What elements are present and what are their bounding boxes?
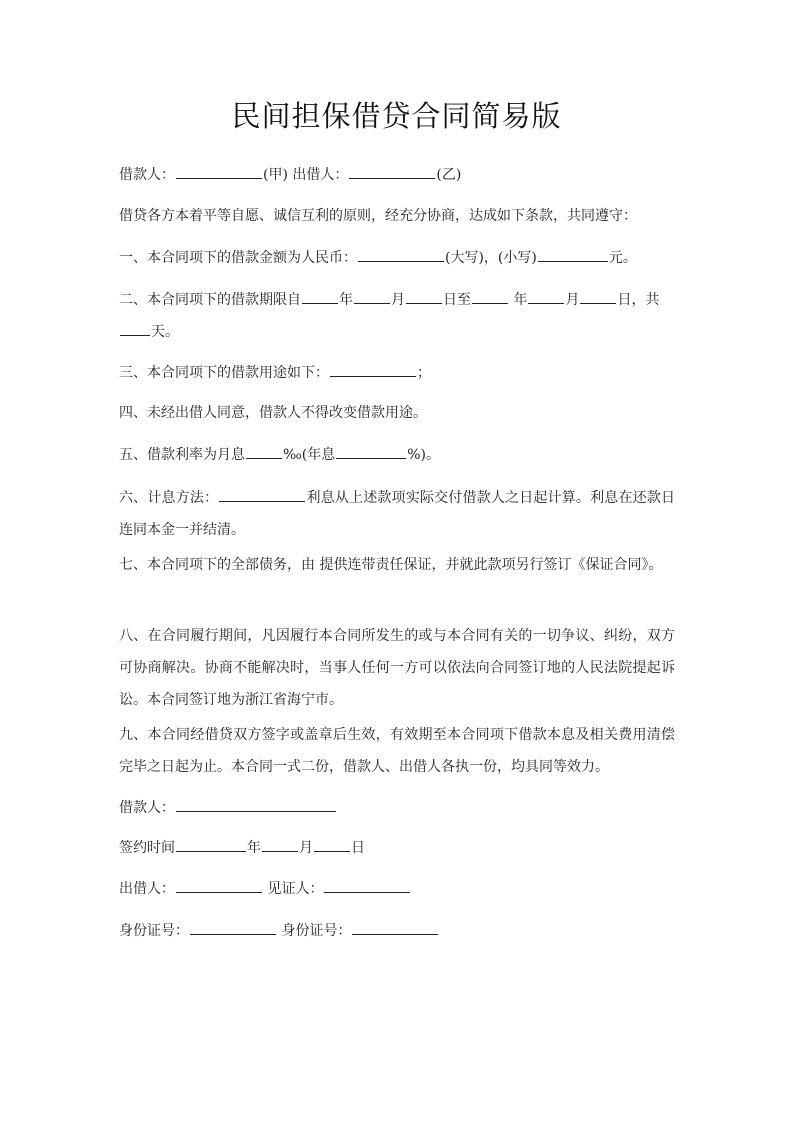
amount-words-blank[interactable] (358, 247, 444, 262)
clause-2 (119, 284, 675, 348)
clause-5-mid: ‰(年息 (283, 447, 336, 463)
clause-6-suffix: 利息从上述款项实际交付借款人之日起计算。利息在还款日连同本金一并结清。 (119, 490, 676, 538)
borrower-suffix: (甲) (263, 167, 288, 183)
end-day-blank[interactable] (580, 289, 616, 304)
borrower-blank[interactable] (176, 164, 262, 179)
clause-8: 八、在合同履行期间，凡因履行本合同所发生的或与本合同有关的一切争议、纠纷，双方可协商解决。协商不能解决时，当事人任何一方可以依法向合同签订地的人民法院提起诉讼。本合同签订地为浙江省海宁市。 (119, 628, 675, 708)
clause-4: 四、未经出借人同意，借款人不得改变借款用途。 (119, 405, 427, 421)
sign-day-blank[interactable] (314, 837, 350, 852)
lender-blank[interactable] (349, 164, 435, 179)
annual-rate-blank[interactable] (336, 444, 406, 459)
id-numbers (119, 916, 679, 947)
day-to-label: 日至 (443, 292, 471, 308)
signing-date (119, 833, 679, 864)
clause-1 (119, 243, 679, 274)
lender-suffix: (乙) (436, 167, 462, 183)
days-label: 天。 (151, 324, 179, 340)
id-number-blank-2[interactable] (352, 920, 438, 935)
signature-lender-witness (119, 874, 679, 905)
loan-purpose-blank[interactable] (330, 362, 416, 377)
signature-lender-label: 出借人： (119, 881, 175, 897)
preamble: 借贷各方本着平等自愿、诚信互利的原则，经充分协商，达成如下条款，共同遵守： (119, 208, 637, 224)
clause-6 (119, 482, 675, 546)
witness-label: 见证人： (267, 881, 324, 897)
start-day-blank[interactable] (406, 289, 442, 304)
clause-1-prefix: 一、本合同项下的借款金额为人民币： (119, 250, 357, 266)
signature-borrower (119, 793, 679, 824)
clause-3-prefix: 三、本合同项下的借款用途如下： (119, 365, 329, 381)
clause-3 (119, 358, 679, 389)
amount-figures-blank[interactable] (538, 247, 608, 262)
year-label: 年 (339, 292, 353, 308)
id-number-blank-1[interactable] (190, 920, 276, 935)
lender-label: 出借人： (292, 167, 349, 183)
sign-year-blank[interactable] (176, 837, 246, 852)
document-title: 民间担保借贷合同简易版 (231, 99, 562, 133)
signature-lender-blank[interactable] (176, 878, 262, 893)
end-month-blank[interactable] (528, 289, 564, 304)
signature-borrower-blank[interactable] (176, 797, 336, 812)
clause-3-suffix: ； (417, 365, 431, 381)
clause-5 (119, 440, 679, 471)
end-year-blank[interactable] (472, 289, 508, 304)
year-label-2: 年 (509, 292, 528, 308)
sign-month-blank[interactable] (262, 837, 298, 852)
monthly-rate-blank[interactable] (246, 444, 282, 459)
day-total-label: 日，共 (617, 292, 660, 308)
sign-day-label: 日 (351, 840, 365, 856)
clause-1-mid: (大写)，(小写) (445, 250, 537, 266)
sign-month-label: 月 (299, 840, 313, 856)
sign-time-label: 签约时间 (119, 840, 175, 856)
clause-1-suffix: 元。 (608, 250, 637, 266)
start-month-blank[interactable] (354, 289, 390, 304)
id-label-2: 身份证号： (281, 923, 352, 939)
sign-year-label: 年 (247, 840, 261, 856)
clause-5-suffix: %)。 (407, 447, 441, 463)
month-label: 月 (391, 292, 405, 308)
clause-5-prefix: 五、借款利率为月息 (119, 447, 245, 463)
signature-borrower-label: 借款人： (119, 800, 175, 816)
clause-9: 九、本合同经借贷双方签字或盖章后生效，有效期至本合同项下借款本息及相关费用清偿完毕之日起为止。本合同一式二份，借款人、出借人各执一份，均具同等效力。 (119, 727, 675, 775)
clause-6-prefix: 六、计息方法： (119, 490, 219, 506)
total-days-blank[interactable] (120, 321, 150, 336)
id-label-1: 身份证号： (119, 923, 189, 939)
witness-blank[interactable] (324, 878, 410, 893)
parties-line (119, 160, 679, 191)
clause-2-prefix: 二、本合同项下的借款期限自 (119, 292, 301, 308)
borrower-label: 借款人： (119, 167, 175, 183)
month-label-2: 月 (565, 292, 580, 308)
clause-7: 七、本合同项下的全部债务，由 提供连带责任保证，并就此款项另行签订《保证合同》。 (119, 557, 663, 573)
interest-method-blank[interactable] (219, 487, 305, 502)
start-year-blank[interactable] (302, 289, 338, 304)
